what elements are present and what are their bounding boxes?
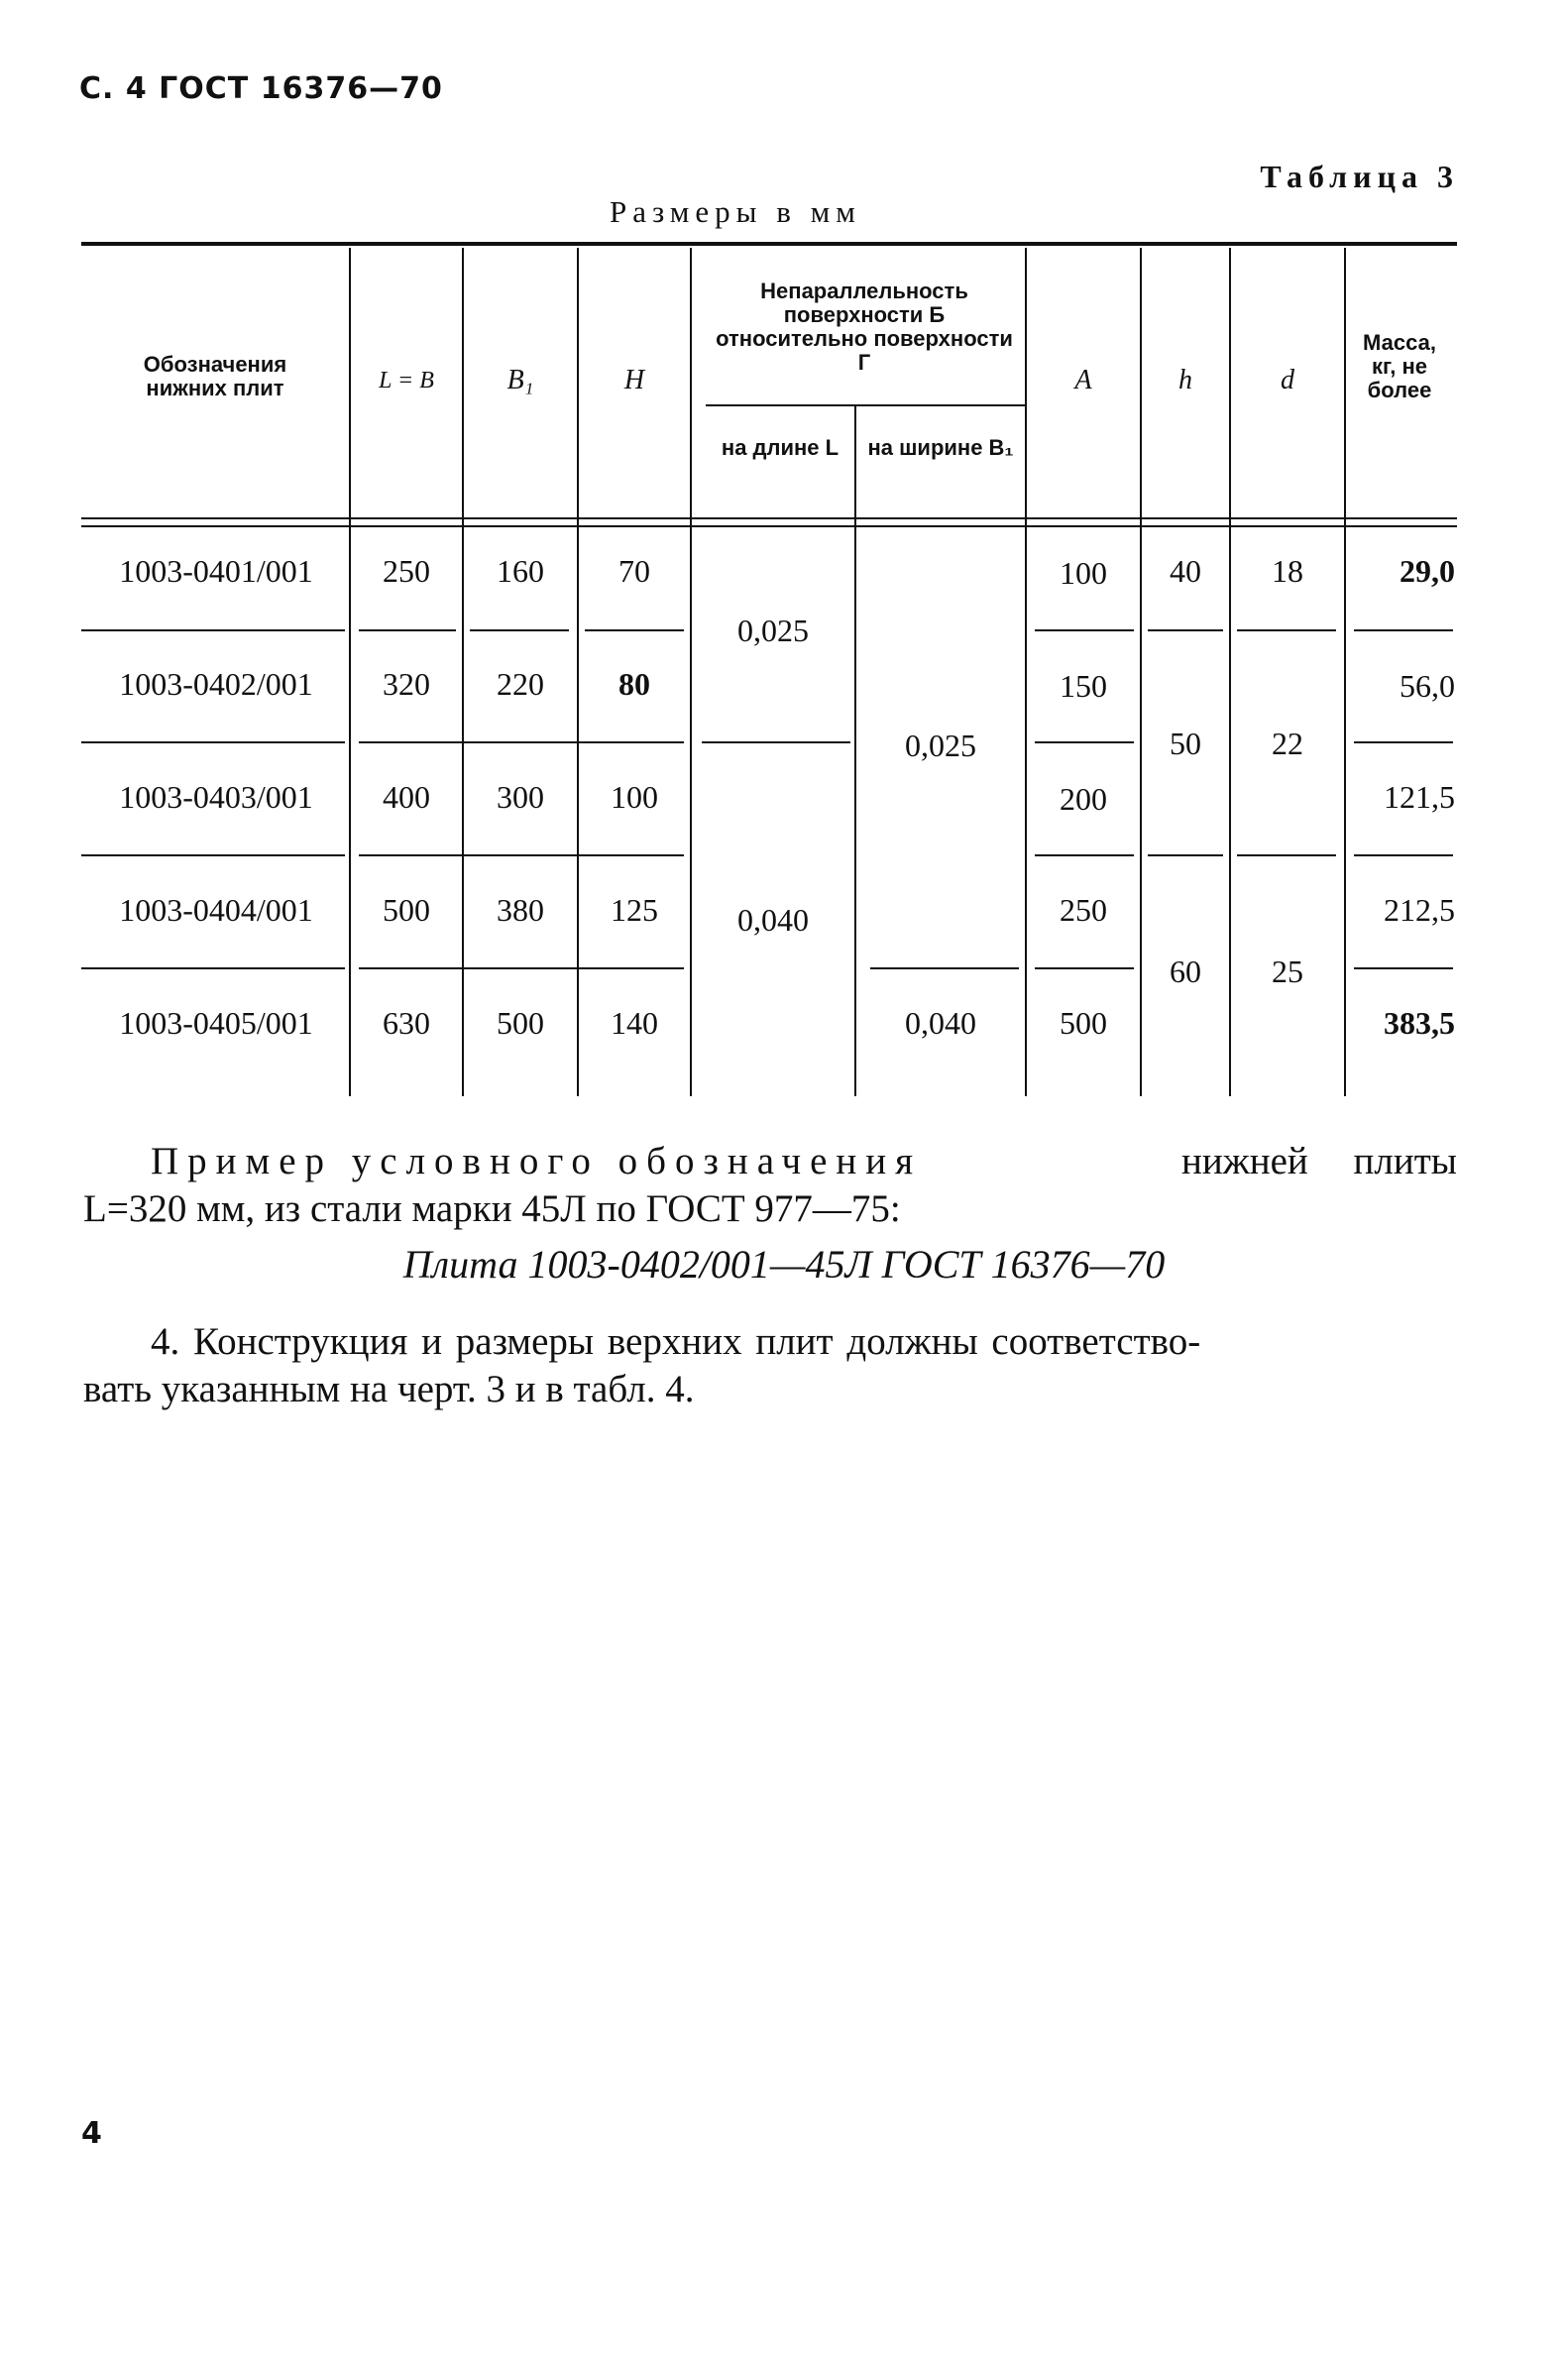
table-cell-L: 320 <box>383 666 430 702</box>
merged-cell-width: 0,025 <box>905 728 976 763</box>
table-cell-B1: 380 <box>497 892 544 928</box>
clause-4-line1: 4. Конструкция и размеры верхних плит должны соответство- <box>151 1320 1201 1363</box>
row-rule <box>1354 854 1453 856</box>
table-cell-B1: 500 <box>497 1005 544 1041</box>
table-cell-mass: 212,5 <box>1384 892 1455 928</box>
example-designation: Плита 1003-0402/001—45Л ГОСТ 16376—70 <box>402 1242 1166 1287</box>
col-header-B1: B₁ <box>506 365 534 395</box>
subheader-rule <box>706 404 1025 406</box>
table-cell-mass: 121,5 <box>1384 779 1455 815</box>
table-cell-A: 150 <box>1060 668 1107 704</box>
row-rule <box>1035 967 1134 969</box>
header-rule-2 <box>81 525 1457 527</box>
page-number: 4 <box>81 2116 102 2151</box>
col-header-on-length: на длине L <box>721 435 840 460</box>
table-cell-H: 100 <box>611 779 658 815</box>
units-caption: Размеры в мм <box>610 194 861 229</box>
col-header-nonparallel: Непараллельность поверхности Б относительно поверхности Г <box>716 279 1013 375</box>
table-cell-A: 500 <box>1060 1005 1107 1041</box>
merged-cell-h: 50 <box>1170 726 1201 761</box>
row-rule <box>470 629 569 631</box>
table-cell-L: 500 <box>383 892 430 928</box>
col-header-h: h <box>1178 365 1192 395</box>
table-cell-H: 70 <box>618 553 650 589</box>
table-cell-designation: 1003-0404/001 <box>119 892 313 928</box>
row-rule <box>81 967 345 969</box>
col-divider <box>690 248 692 1096</box>
row-rule <box>81 741 345 743</box>
merged-cell-d: 22 <box>1272 726 1303 761</box>
table-cell-designation: 1003-0405/001 <box>119 1005 313 1041</box>
table-cell-B1: 160 <box>497 553 544 589</box>
table-cell-H: 140 <box>611 1005 658 1041</box>
example-intro-rest: нижней плиты <box>1181 1140 1457 1182</box>
table-cell-B1: 220 <box>497 666 544 702</box>
table-cell-A: 100 <box>1060 555 1107 591</box>
row-rule <box>1148 629 1223 631</box>
table-cell-designation: 1003-0402/001 <box>119 666 313 702</box>
table-cell-L: 400 <box>383 779 430 815</box>
example-intro-spaced: Пример условного обозначения <box>151 1140 923 1182</box>
row-rule <box>1354 741 1453 743</box>
col-header-designation: Обозначения нижних плит <box>143 352 287 400</box>
row-rule <box>1237 629 1336 631</box>
row-rule <box>359 741 684 743</box>
merged-cell-d: 25 <box>1272 953 1303 989</box>
row-rule <box>1035 629 1134 631</box>
row-rule <box>81 854 345 856</box>
row-rule <box>359 967 684 969</box>
row-rule <box>585 629 684 631</box>
table-cell-L: 630 <box>383 1005 430 1041</box>
col-header-mass: Масса, кг, не более <box>1363 330 1436 402</box>
merged-cell-width: 0,040 <box>905 1005 976 1041</box>
table-cell-L: 250 <box>383 553 430 589</box>
table-cell-designation: 1003-0401/001 <box>119 553 313 589</box>
row-rule <box>359 629 456 631</box>
col-header-A: A <box>1074 365 1092 395</box>
row-rule <box>702 741 850 743</box>
table-top-rule <box>81 242 1457 246</box>
example-intro-line2: L=320 мм, из стали марки 45Л по ГОСТ 977—75: <box>83 1187 901 1230</box>
row-rule <box>870 967 1019 969</box>
table-cell-mass: 383,5 <box>1384 1005 1455 1041</box>
table-title: Таблица 3 <box>1260 159 1459 194</box>
clause-4-line2: вать указанным на черт. 3 и в табл. 4. <box>83 1368 695 1410</box>
row-rule <box>1035 741 1134 743</box>
table-cell-mass: 29,0 <box>1400 553 1455 589</box>
row-rule <box>1237 854 1336 856</box>
col-header-on-width: на ширине B₁ <box>867 435 1014 460</box>
col-header-L: L = B <box>379 368 434 393</box>
table-cell-designation: 1003-0403/001 <box>119 779 313 815</box>
col-header-H: H <box>623 365 645 395</box>
table-cell-A: 200 <box>1060 781 1107 817</box>
page-header: С. 4 ГОСТ 16376—70 <box>79 71 443 106</box>
row-rule <box>81 629 345 631</box>
merged-cell-length: 0,040 <box>737 902 809 938</box>
table-cell-H: 125 <box>611 892 658 928</box>
row-rule <box>1354 967 1453 969</box>
merged-cell-h: 60 <box>1170 953 1201 989</box>
col-header-d: d <box>1281 365 1294 395</box>
row-rule <box>359 854 684 856</box>
table-cell-A: 250 <box>1060 892 1107 928</box>
merged-cell-h: 40 <box>1170 553 1201 589</box>
table-cell-H: 80 <box>618 666 650 702</box>
example-intro-line1 <box>151 1138 1457 1185</box>
row-rule <box>1035 854 1134 856</box>
table-cell-B1: 300 <box>497 779 544 815</box>
row-rule <box>1354 629 1453 631</box>
table-cell-mass: 56,0 <box>1400 668 1455 704</box>
row-rule <box>1148 854 1223 856</box>
header-rule-1 <box>81 517 1457 519</box>
merged-cell-length: 0,025 <box>737 613 809 648</box>
merged-cell-d: 18 <box>1272 553 1303 589</box>
